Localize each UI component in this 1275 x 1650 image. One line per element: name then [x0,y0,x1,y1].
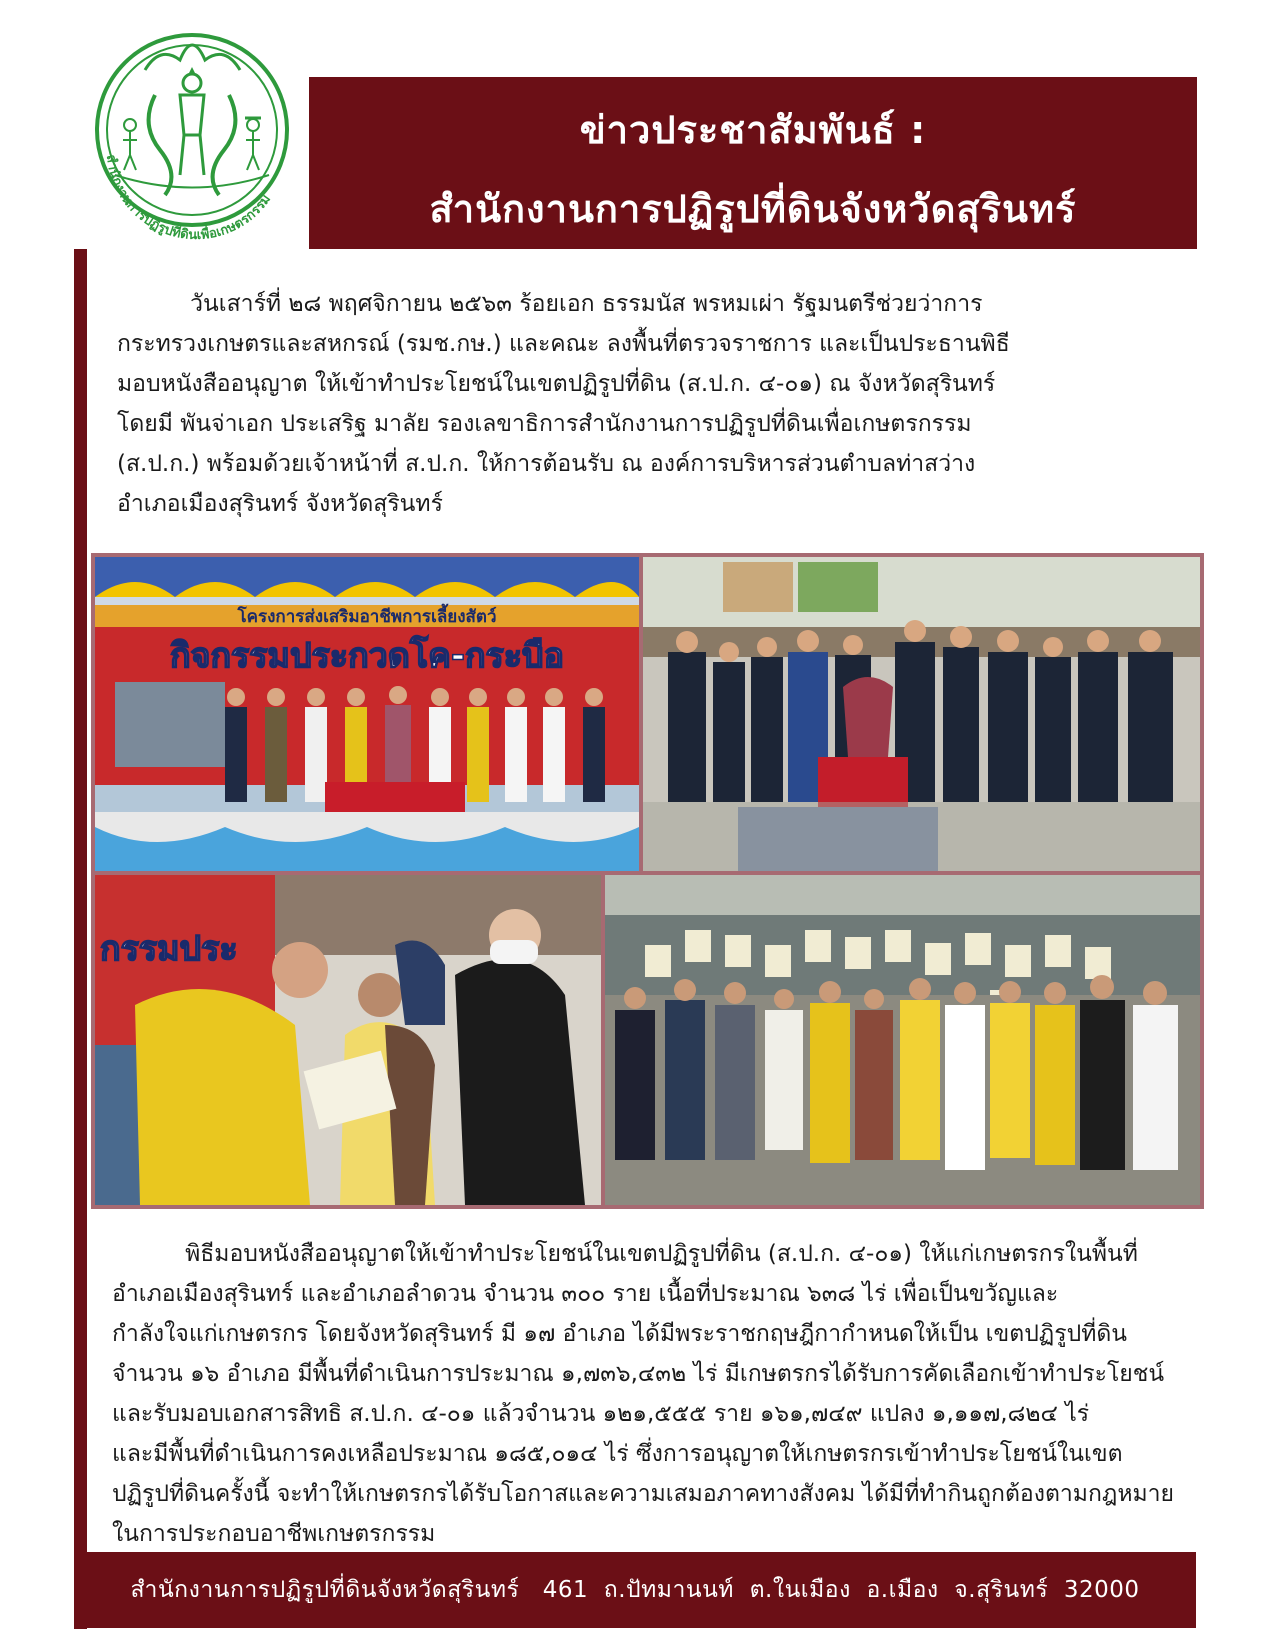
banner-fragment: กรรมประ [100,929,238,969]
logo-text: สำนักงานการปฏิรูปที่ดินเพื่อเกษตรกรรม [102,153,275,244]
photo-collage [91,553,1204,1209]
header-title-line1: ข่าวประชาสัมพันธ์ : [579,108,927,152]
header-title-line2: สำนักงานการปฏิรูปที่ดินจังหวัดสุรินทร์ [429,187,1077,231]
paragraph-line: และรับมอบเอกสารสิทธิ ส.ป.ก. ๔-๐๑ แล้วจำนวน ๑๒๑,๕๕๕ ราย ๑๖๑,๗๔๙ แปลง ๑,๑๑๗,๘๒๔ ไร่ [112,1401,1090,1427]
paragraph-line: อำเภอเมืองสุรินทร์ และอำเภอลำดวน จำนวน ๓๐๐ ราย เนื้อที่ประมาณ ๖๓๘ ไร่ เพื่อเป็นขวัญและ [112,1281,1059,1307]
left-accent-bar [74,249,87,1629]
paragraph-line: ในการประกอบอาชีพเกษตรกรรม [112,1521,436,1547]
paragraph-line: อำเภอเมืองสุรินทร์ จังหวัดสุรินทร์ [117,491,443,517]
header-banner [309,77,1197,249]
footer-address: สำนักงานการปฏิรูปที่ดินจังหวัดสุรินทร์ 461 ถ.ปัทมานนท์ ต.ในเมือง อ.เมือง จ.สุรินทร์ 32000 [74,1552,1196,1628]
paragraph-line: และมีพื้นที่ดำเนินการคงเหลือประมาณ ๑๘๕,๐๑๔ ไร่ ซึ่งการอนุญาตให้เกษตรกรเข้าทำประโยชน์ในเขต [112,1441,1123,1467]
paragraph-line: จำนวน ๑๖ อำเภอ มีพื้นที่ดำเนินการประมาณ ๑,๗๓๖,๔๓๒ ไร่ มีเกษตรกรได้รับการคัดเลือกเข้าทำประโยชน์ [112,1361,1165,1387]
paragraph-line: มอบหนังสืออนุญาต ให้เข้าทำประโยชน์ในเขตปฏิรูปที่ดิน (ส.ป.ก. ๔-๐๑) ณ จังหวัดสุรินทร์ [117,371,996,397]
banner-title: กิจกรรมประกวดโค-กระบือ [169,636,565,676]
photo-stage-ceremony [95,557,639,871]
paragraph-line: พิธีมอบหนังสืออนุญาตให้เข้าทำประโยชน์ในเขตปฏิรูปที่ดิน (ส.ป.ก. ๔-๐๑) ให้แก่เกษตรกรในพื้นที่ [112,1241,1138,1267]
alro-logo [85,25,300,250]
paragraph-line: โดยมี พันจ่าเอก ประเสริฐ มาลัย รองเลขาธิการสำนักงานการปฏิรูปที่ดินเพื่อเกษตรกรรม [117,411,972,437]
intro-paragraph [117,284,1185,524]
banner-subtitle: โครงการส่งเสริมอาชีพการเลี้ยงสัตว์ [237,607,497,627]
ceremony-details-paragraph [112,1234,1180,1554]
photo-farmers-crowd [605,875,1200,1205]
photo-officials-group [643,557,1200,871]
photo-certificate-handover [95,875,601,1205]
paragraph-line: ปฏิรูปที่ดินครั้งนี้ จะทำให้เกษตรกรได้รับโอกาสและความเสมอภาคทางสังคม ได้มีที่ทำกินถูกต้องตามกฎหมาย [112,1481,1175,1507]
paragraph-line: กำลังใจแก่เกษตรกร โดยจังหวัดสุรินทร์ มี ๑๗ อำเภอ ได้มีพระราชกฤษฎีกากำหนดให้เป็น เขตปฏิรูปที่ดิน [112,1321,1128,1347]
alro-seal-icon [85,25,300,250]
paragraph-line: วันเสาร์ที่ ๒๘ พฤศจิกายน ๒๕๖๓ ร้อยเอก ธรรมนัส พรหมเผ่า รัฐมนตรีช่วยว่าการ [117,291,983,317]
paragraph-line: กระทรวงเกษตรและสหกรณ์ (รมช.กษ.) และคณะ ลงพื้นที่ตรวจราชการ และเป็นประธานพิธี [117,331,1010,357]
paragraph-line: (ส.ป.ก.) พร้อมด้วยเจ้าหน้าที่ ส.ป.ก. ให้การต้อนรับ ณ องค์การบริหารส่วนตำบลท่าสว่าง [117,451,976,477]
